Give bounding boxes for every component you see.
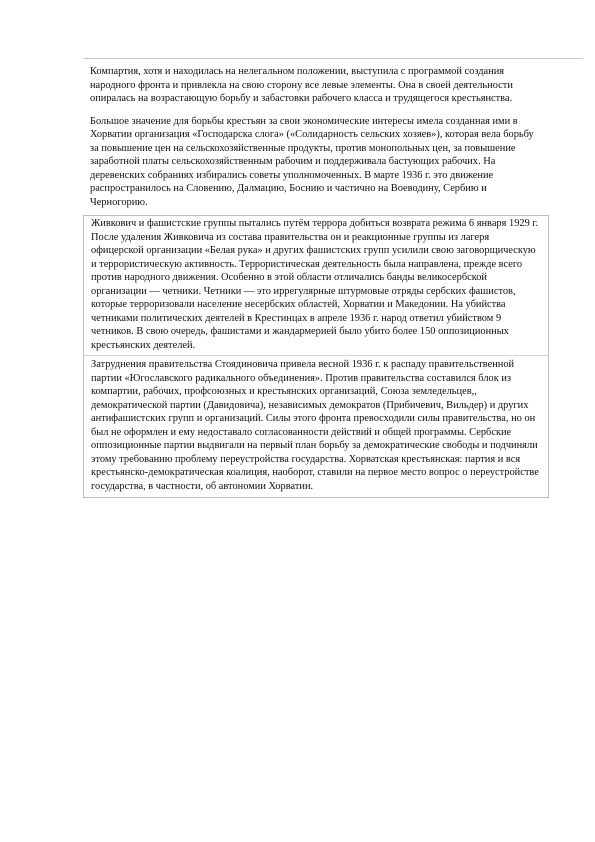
document-body <box>83 62 549 498</box>
paragraph-terror-groups: Живкович и фашистские группы пытались путём террора добиться возврата режима 6 января 1929 г. После удаления Живковича из состава правительства он и реакционные группы из лагеря офицерской организации «Белая рука» и других фашистских групп усилили свою заговорщическую и террористическую активность. Террористическая деятельность была направлена, прежде всего против народного движения. Особенно в этой области отличались банды великосербской организации — четники. Четники — это иррегулярные штурмовые отряды сербских фашистов, которые терроризовали население несербских областей, Хорватии и Македонии. На убийства четниками политических деятелей в Крестинцах в апреле 1936 г. народ ответил убийством 9 четников. В свою очередь, фашистами и жандармерией было убито более 150 оппозиционных крестьянских деятелей. <box>83 215 549 355</box>
paragraph-communist-party: Компартия, хотя и находилась на нелегальном положении, выступила с программой создания народного фронта и привлекла на свою сторону все левые элементы. Она в своей деятельности опиралась на возрастающую борьбу и забастовки рабочего класса и трудящегося крестьянства. <box>90 66 513 104</box>
paragraph-peasant-organization: Большое значение для борьбы крестьян за свои экономические интересы имела созданная ими в Хорватии организация «Господарска слога» («Солидарность сельских хозяев»), которая вела борьбу за повышение цен на сельскохозяйственные продукты, против монопольных цен, за повышение заработной платы сельскохозяйственным рабочим и поддерживала бастующих рабочих. На деревенских собраниях избирались советы уполномоченных. В марте 1936 г. это движение распространилось на Словению, Далмацию, Боснию и частично на Воеводину, Сербию и Черногорию. <box>90 115 534 208</box>
header-divider <box>83 58 583 59</box>
paragraph-government-crisis: Затруднения правительства Стоядиновича привела весной 1936 г. к распаду правительственной партии «Югославского радикального объединения». Против правительства составился блок из компартии, рабочих, профсоюзных и крестьянских организаций, Союза земледельцев,, демократической партии (Давидовича), независимых демократов (Прибичевич, Вильдер) и других антифашистских групп и организаций. Силы этого фронта превосходили силы правительства, но он был не оформлен и ему недоставало согласованности действий и общей программы. Сербские оппозиционные партии выдвигали на первый план борьбу за демократические свободы и подчиняли этому требованию проблему переустройства государства. Хорватская крестьянская: партия и вся крестьянско-демократическая коалиция, наоборот, ставили на первое место вопрос о переустройстве государства, в частности, об автономии Хорватии. <box>83 355 549 498</box>
